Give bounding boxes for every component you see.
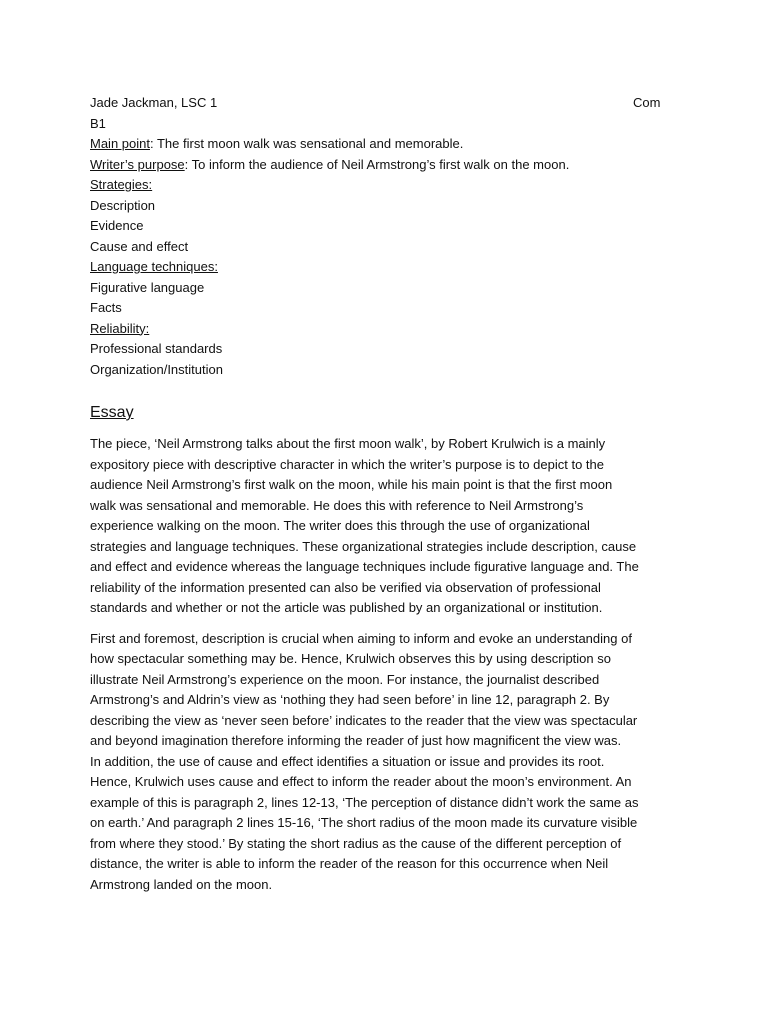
essay-heading: Essay [90, 404, 134, 421]
purpose-label: Writer’s purpose [90, 156, 185, 172]
list-item: Organization/Institution [90, 361, 223, 377]
strategies-heading: Strategies: [90, 177, 153, 192]
course-name: Com [633, 95, 661, 110]
list-item: Evidence [90, 218, 144, 233]
list-item: Professional standards [90, 341, 223, 356]
purpose-text: : To inform the audience of Neil Armstrong’s first walk on the moon. [184, 156, 570, 172]
course-code: B1 [90, 115, 106, 131]
header-line [90, 93, 680, 114]
reliability-heading: Reliability: [90, 320, 150, 336]
list-item: Facts [90, 300, 122, 315]
essay-paragraph: The piece, ‘Neil Armstrong talks about the first moon walk’, by Robert Krulwich is a mainly expository piece with descriptive character in which the writer’s purpose is to depict to the audience Neil Armstrong’s first walk on the moon, while his main point is that the first moon walk was sensational and memorable. He does this with reference to Neil Armstrong’s experience walking on the moon. The writer does this through the use of organizational strategies and language techniques. These organizational strategies include description, cause and effect and evidence whereas the language techniques include figurative language and. The reliability of the information presented can also be verified via observation of professional standards and whether or not the article was published by an organizational or institution. [90, 436, 639, 615]
list-item: Figurative language [90, 279, 205, 295]
list-item: Description [90, 197, 156, 213]
main-point-text: : The first moon walk was sensational and memorable. [149, 136, 464, 151]
main-point-line [90, 134, 680, 155]
main-point-label: Main point [90, 136, 150, 151]
language-heading: Language techniques: [90, 259, 218, 274]
author-name: Jade Jackman, LSC 1 [90, 95, 218, 110]
list-item: Cause and effect [90, 238, 189, 254]
essay-paragraph: First and foremost, description is crucial when aiming to inform and evoke an understanding of how spectacular something may be. Hence, Krulwich observes this by using description so illustrate Neil Armstrong’s experience on the moon. For instance, the journalist described Armstrong’s and Aldrin’s view as ‘nothing they had seen before’ in line 12, paragraph 2. By describing the view as ‘never seen before’ indicates to the reader that the view was spectacular and beyond imagination therefore informing the reader of just how magnificent the view was. In addition, the use of cause and effect identifies a situation or issue and provides its root. Hence, Krulwich uses cause and effect to inform the reader about the moon’s environment. An example of this is paragraph 2, lines 12-13, ‘The perception of distance didn’t work the same as on earth.’ And paragraph 2 lines 15-16, ‘The short radius of the moon made its curvature visible from where they stood.’ By stating the short radius as the cause of the different perception of distance, the writer is able to inform the reader of the reason for this occurrence when Neil Armstrong landed on the moon. [90, 630, 639, 892]
purpose-line [90, 155, 680, 176]
document-page [90, 93, 680, 895]
